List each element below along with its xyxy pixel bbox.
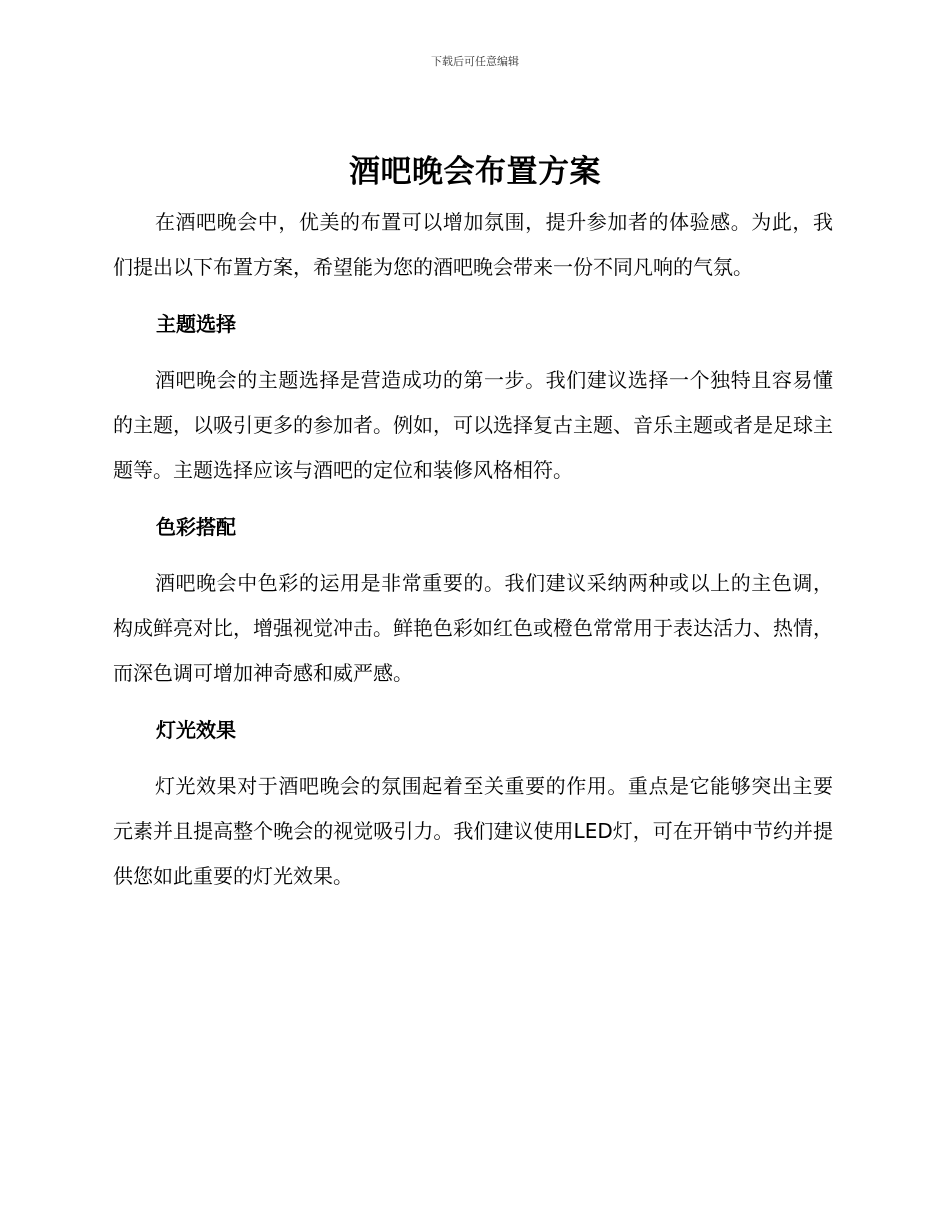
section-heading-color: 色彩搭配 bbox=[156, 515, 236, 539]
section-heading-theme: 主题选择 bbox=[156, 312, 236, 336]
document-body bbox=[113, 200, 833, 899]
page-title: 酒吧晚会布置方案 bbox=[349, 154, 601, 190]
intro-paragraph: 在酒吧晚会中，优美的布置可以增加氛围，提升参加者的体验感。为此，我们提出以下布置方案，希望能为您的酒吧晚会带来一份不同凡响的气氛。 bbox=[113, 210, 833, 279]
section-body-theme: 酒吧晚会的主题选择是营造成功的第一步。我们建议选择一个独特且容易懂的主题，以吸引更多的参加者。例如，可以选择复古主题、音乐主题或者是足球主题等。主题选择应该与酒吧的定位和装修风格相符。 bbox=[113, 368, 833, 482]
header-note: 下载后可任意编辑 bbox=[431, 55, 519, 68]
section-body-color: 酒吧晚会中色彩的运用是非常重要的。我们建议采纳两种或以上的主色调，构成鲜亮对比，增强视觉冲击。鲜艳色彩如红色或橙色常常用于表达活力、热情，而深色调可增加神奇感和威严感。 bbox=[113, 571, 833, 685]
section-heading-lighting: 灯光效果 bbox=[156, 718, 236, 742]
section-body-lighting: 灯光效果对于酒吧晚会的氛围起着至关重要的作用。重点是它能够突出主要元素并且提高整个晚会的视觉吸引力。我们建议使用LED灯，可在开销中节约并提供您如此重要的灯光效果。 bbox=[113, 774, 833, 888]
